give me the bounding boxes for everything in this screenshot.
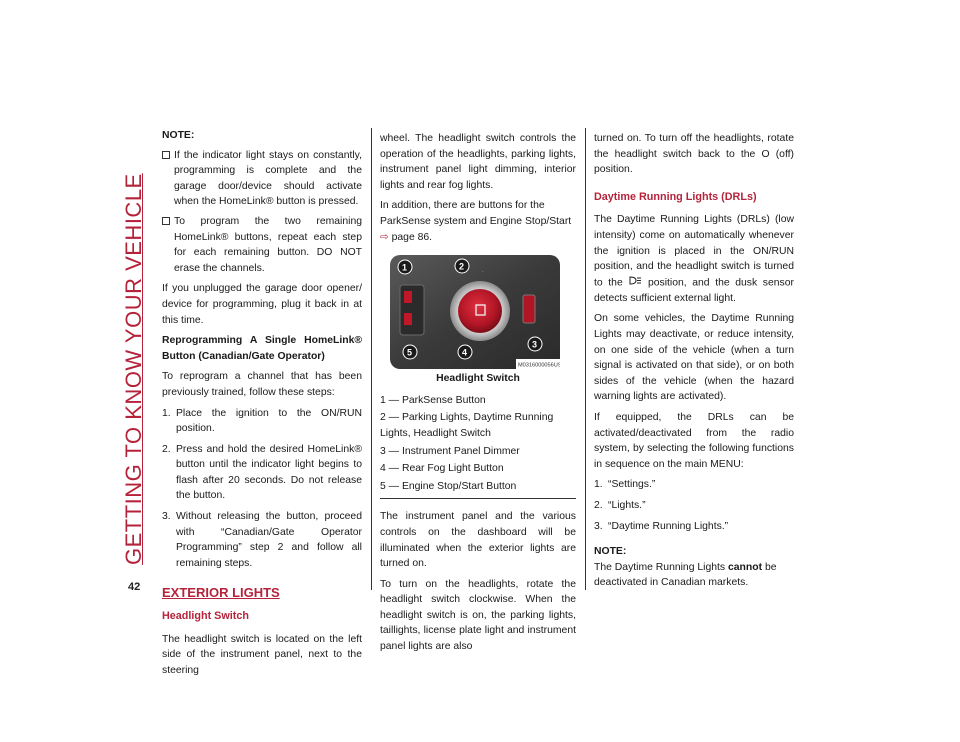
menu-step <box>594 477 794 493</box>
page-number: 42 <box>128 581 141 593</box>
reprogram-steps <box>162 406 362 572</box>
column-1 <box>162 128 362 683</box>
callout-4: 4 <box>462 347 468 358</box>
note-bullet <box>162 214 362 276</box>
paragraph-switch-controls: wheel. The headlight switch controls the operation of the headlights, parking lights, instrument panel light dimming, interior lights and rear fog lights. <box>380 133 576 191</box>
step-item <box>162 509 362 571</box>
step-text: Press and hold the desired HomeLink® button until the indicator light begins to flash after 20 seconds. Do not release the button. <box>176 443 362 502</box>
checkbox-bullet-icon <box>162 217 170 225</box>
menu-step <box>594 519 794 535</box>
figure-caption: Headlight Switch <box>436 373 520 385</box>
paragraph-buttons-text: In addition, there are buttons for the ParkSense system and Engine Stop/Start <box>380 200 572 227</box>
paragraph-headlight-location: The headlight switch is located on the left side of the instrument panel, next to the steering <box>162 633 362 676</box>
paragraph-drl-1 <box>594 212 794 306</box>
step-text: “Settings.” <box>608 479 656 491</box>
paragraph-note-drl <box>594 560 794 591</box>
column-divider-1 <box>371 128 372 590</box>
note-bullet-list <box>162 148 362 277</box>
paragraph-buttons <box>380 198 576 245</box>
drl-text-before-icon: The Daytime Running Lights (DRLs) (low intensity) come on automatically whenever the ignition is placed in the ON/RUN position, and the headlight switch is turned to the <box>594 214 794 289</box>
step-item <box>162 442 362 504</box>
column-divider-2 <box>585 128 586 590</box>
step-number: 2. <box>594 500 603 512</box>
step-item <box>162 406 362 437</box>
callout-1: 1 <box>402 262 408 273</box>
paragraph-unplugged: If you unplugged the garage door opener/ device for programming, plug it back in at this time. <box>162 283 362 326</box>
note-label: NOTE: <box>162 130 195 141</box>
section-title-exterior-lights: EXTERIOR LIGHTS <box>162 585 280 601</box>
step-number: 3. <box>594 520 603 532</box>
note-text-before: The Daytime Running Lights <box>594 561 726 573</box>
drl-text-after-icon: position, and the dusk sensor detects sufficient external light. <box>594 277 794 304</box>
step-text: “Daytime Running Lights.” <box>608 520 729 532</box>
paragraph-turned-on: turned on. To turn off the headlights, rotate the headlight switch back to the O (off) position. <box>594 133 794 176</box>
legend-item: 2 — Parking Lights, Daytime Running Lights, Headlight Switch <box>380 412 554 439</box>
step-number: 1. <box>594 479 603 491</box>
paragraph-illuminated: The instrument panel and the various controls on the dashboard will be illuminated when the exterior lights are turned on. <box>380 511 576 570</box>
chapter-title-text: GETTING TO KNOW YOUR VEHICLE <box>121 173 146 565</box>
note-text-bold: cannot <box>728 561 763 573</box>
column-2 <box>380 131 576 660</box>
callout-3: 3 <box>532 339 538 350</box>
chapter-title-vertical <box>121 110 161 570</box>
callout-2: 2 <box>459 261 465 272</box>
paragraph-drl-2: On some vehicles, the Daytime Running Lights may deactivate, or reduce intensity, on one side of the vehicle (when a turn signal is activated on that side), or on both sides of the vehicle (when the hazard warning lights are activated). <box>594 313 794 403</box>
subtitle-drl: Daytime Running Lights (DRLs) <box>594 190 757 203</box>
menu-step <box>594 498 794 514</box>
step-text: Without releasing the button, proceed with “Canadian/Gate Operator Programming” step 2 and follow all remaining steps. <box>176 511 362 569</box>
menu-steps <box>594 477 794 534</box>
page-reference-link[interactable]: page 86. <box>391 231 433 243</box>
step-number: 1. <box>162 407 171 419</box>
subtitle-headlight-switch: Headlight Switch <box>162 610 249 623</box>
paragraph-drl-3: If equipped, the DRLs can be activated/deactivated from the radio system, by selecting the following functions in sequence on the main MENU: <box>594 412 794 470</box>
note-text-after: be deactivated in Canadian markets. <box>594 561 777 589</box>
callout-5: 5 <box>407 347 413 358</box>
legend-item: 4 — Rear Fog Light Button <box>380 463 504 475</box>
reprogram-intro: To reprogram a channel that has been previously trained, follow these steps: <box>162 371 362 398</box>
step-number: 2. <box>162 443 171 455</box>
legend-item: 1 — ParkSense Button <box>380 394 486 406</box>
column-3 <box>594 131 794 596</box>
reprogram-heading: Reprogramming A Single HomeLink® Button (Canadian/Gate Operator) <box>162 335 362 362</box>
svg-text:·: · <box>482 269 484 276</box>
note-label: NOTE: <box>594 546 627 558</box>
paragraph-turn-on: To turn on the headlights, rotate the headlight switch clockwise. When the headlight switch is on, the parking lights, taillights, license plate light and instrument panel lights are also <box>380 578 576 653</box>
note-bullet <box>162 148 362 210</box>
headlight-switch-illustration <box>390 255 560 369</box>
page-reference-arrow-icon: ⇨ <box>380 231 389 243</box>
headlight-switch-figure <box>390 255 560 369</box>
step-text: “Lights.” <box>608 500 646 512</box>
note-bullet-text: To program the two remaining HomeLink® buttons, repeat each step for each remaining button. DO NOT erase the channels. <box>174 215 362 274</box>
figure-legend <box>380 393 576 500</box>
step-number: 3. <box>162 511 171 523</box>
legend-item: 3 — Instrument Panel Dimmer <box>380 445 520 457</box>
note-bullet-text: If the indicator light stays on constantly, programming is complete and the garage door/device should activate when the HomeLink® button is pressed. <box>174 149 362 208</box>
legend-item: 5 — Engine Stop/Start Button <box>380 480 517 492</box>
auto-headlight-icon <box>628 275 642 291</box>
figure-code: M0316000056US <box>518 362 560 369</box>
checkbox-bullet-icon <box>162 151 170 159</box>
step-text: Place the ignition to the ON/RUN position. <box>176 407 362 435</box>
